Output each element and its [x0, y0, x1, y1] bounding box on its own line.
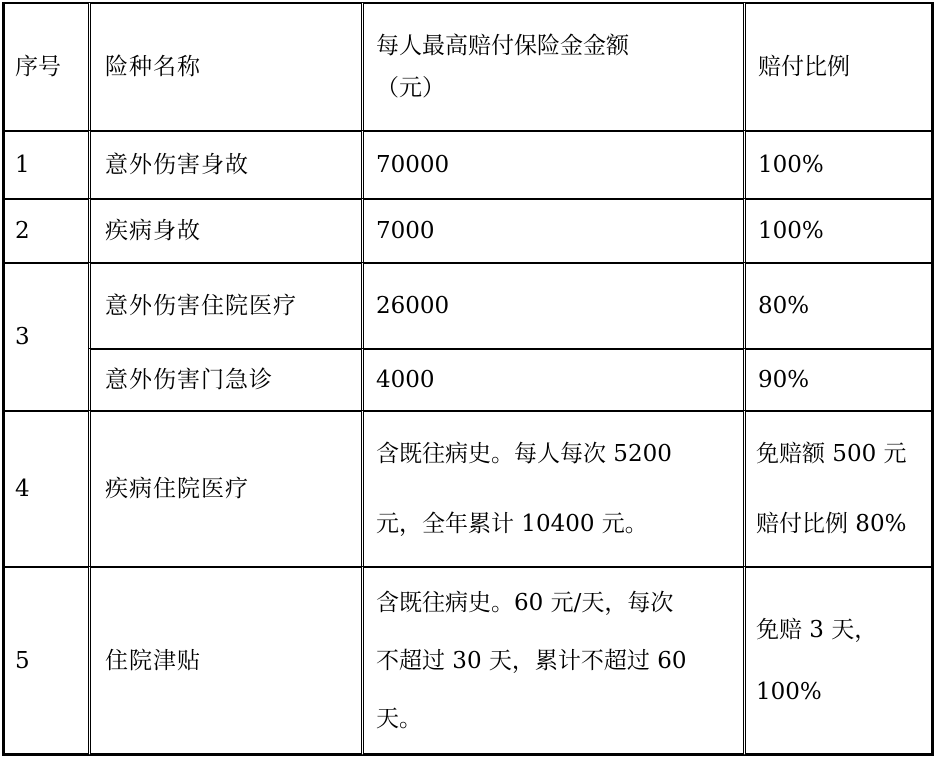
cell-ratio	[743, 410, 934, 566]
table-row	[2, 348, 934, 410]
cell-ratio	[743, 566, 934, 756]
cell-seq: 3	[2, 262, 88, 410]
table-row	[2, 566, 934, 756]
cell-amount: 26000	[361, 262, 743, 348]
header-seq: 序号	[2, 2, 88, 130]
cell-amount-line1: 含既往病史。每人每次 5200	[376, 441, 672, 467]
cell-seq: 4	[2, 410, 88, 566]
cell-ratio-line2: 100%	[756, 678, 822, 705]
cell-name: 意外伤害门急诊	[88, 348, 361, 410]
header-amount-line1: 每人最高赔付保险金金额	[376, 33, 629, 59]
header-amount	[361, 2, 743, 130]
cell-amount-line2: 元，全年累计 10400 元。	[376, 511, 648, 537]
cell-amount	[361, 410, 743, 566]
table-row	[2, 130, 934, 198]
cell-ratio-line1: 免赔 3 天，	[756, 616, 878, 643]
cell-ratio-line1: 免赔额 500 元	[756, 441, 907, 467]
insurance-table	[2, 2, 934, 756]
cell-name: 意外伤害身故	[88, 130, 361, 198]
cell-amount-line2: 不超过 30 天，累计不超过 60	[376, 647, 687, 674]
cell-ratio-line2: 赔付比例 80%	[756, 511, 907, 537]
cell-seq: 2	[2, 198, 88, 262]
header-name: 险种名称	[88, 2, 361, 130]
cell-ratio: 100%	[743, 198, 934, 262]
cell-seq: 5	[2, 566, 88, 756]
cell-ratio: 100%	[743, 130, 934, 198]
cell-amount	[361, 566, 743, 756]
cell-name: 住院津贴	[88, 566, 361, 756]
cell-ratio: 90%	[743, 348, 934, 410]
cell-amount-line3: 天。	[376, 705, 422, 732]
cell-name: 疾病身故	[88, 198, 361, 262]
header-amount-line2: （元）	[376, 75, 445, 101]
cell-amount: 70000	[361, 130, 743, 198]
table-header-row	[2, 2, 934, 130]
cell-amount: 7000	[361, 198, 743, 262]
cell-ratio: 80%	[743, 262, 934, 348]
table-row	[2, 198, 934, 262]
table-row	[2, 262, 934, 348]
cell-amount-line1: 含既往病史。60 元/天，每次	[376, 589, 674, 616]
cell-amount: 4000	[361, 348, 743, 410]
cell-name: 意外伤害住院医疗	[88, 262, 361, 348]
cell-name: 疾病住院医疗	[88, 410, 361, 566]
table-row	[2, 410, 934, 566]
cell-seq: 1	[2, 130, 88, 198]
header-ratio: 赔付比例	[743, 2, 934, 130]
